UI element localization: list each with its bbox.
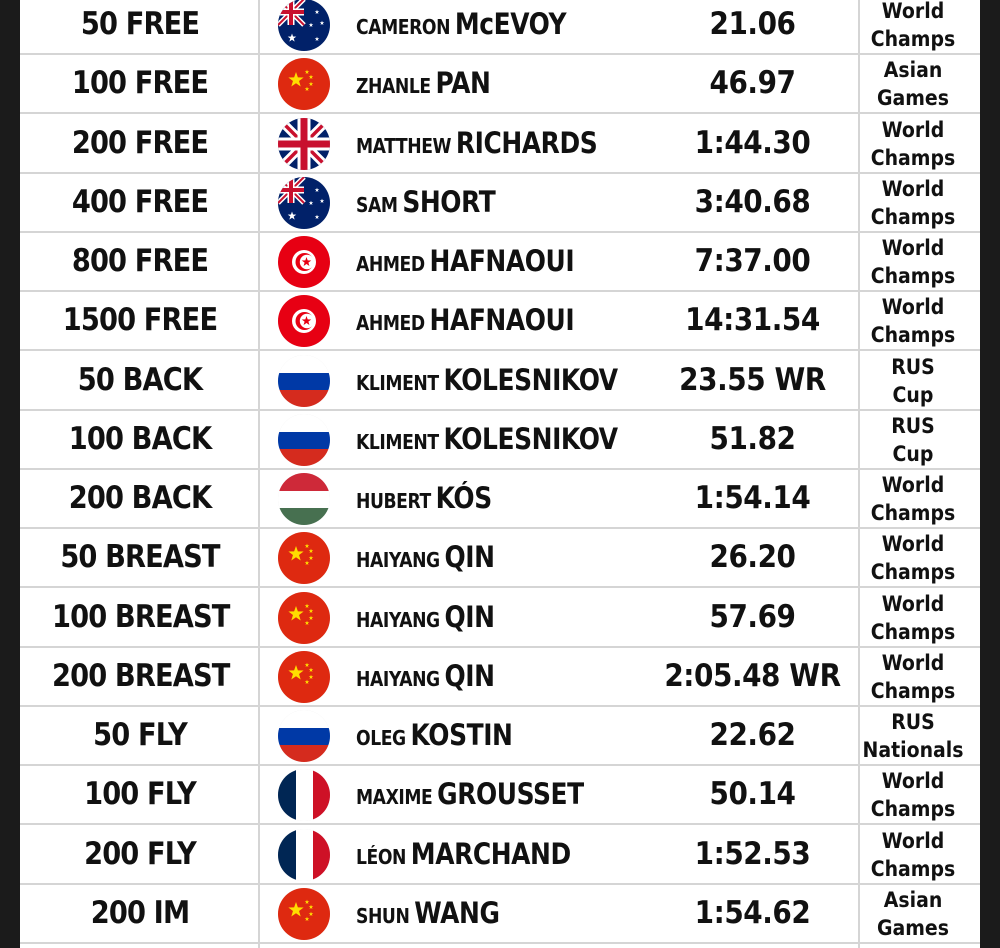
event-name: 50 FREE bbox=[80, 6, 200, 42]
swimmer-last-name: MARCHAND bbox=[410, 837, 571, 871]
australia-flag bbox=[278, 177, 330, 229]
swimmer-last-name: QIN bbox=[444, 540, 495, 574]
swimmer-name bbox=[356, 885, 500, 942]
record-time: 26.20 bbox=[709, 539, 796, 575]
meet-name: World Champs bbox=[870, 591, 956, 644]
meet-name: RUS Nationals bbox=[862, 709, 964, 762]
swimmer-last-name: HAFNAOUI bbox=[429, 303, 575, 337]
china-flag bbox=[278, 888, 330, 940]
table-row bbox=[20, 707, 980, 766]
swimmer-first-name: AHMED bbox=[356, 311, 425, 335]
swimmer-first-name: LÉON bbox=[356, 845, 407, 869]
swimmer-first-name: MATTHEW bbox=[356, 134, 452, 158]
swimmer-first-name: HUBERT bbox=[356, 489, 431, 513]
table-row bbox=[20, 885, 980, 944]
table-row bbox=[20, 411, 980, 470]
swimmer-name bbox=[356, 292, 574, 349]
france-flag bbox=[278, 829, 330, 881]
meet-name: World Champs bbox=[870, 235, 956, 288]
table-row bbox=[20, 55, 980, 114]
swimmer-name bbox=[356, 648, 495, 705]
swimmer-name bbox=[356, 707, 512, 764]
swimmer-first-name: OLEG bbox=[356, 726, 406, 750]
swimmer-first-name: KLIMENT bbox=[356, 371, 439, 395]
record-time: 3:40.68 bbox=[694, 184, 811, 220]
meet-name: World Champs bbox=[870, 472, 956, 525]
china-flag bbox=[278, 58, 330, 110]
china-flag bbox=[278, 651, 330, 703]
records-table bbox=[20, 0, 980, 948]
swimmer-last-name: SHORT bbox=[402, 185, 496, 219]
record-time: 2:05.48 WR bbox=[664, 658, 841, 694]
tunisia-flag bbox=[278, 236, 330, 288]
swimmer-last-name: QIN bbox=[444, 600, 495, 634]
table-row bbox=[20, 115, 980, 174]
russia-flag bbox=[278, 355, 330, 407]
event-name: 100 FLY bbox=[84, 776, 196, 812]
table-row bbox=[20, 648, 980, 707]
swimmer-first-name: AHMED bbox=[356, 252, 425, 276]
table-row bbox=[20, 589, 980, 648]
table-row bbox=[20, 174, 980, 233]
record-time: 21.06 bbox=[709, 6, 796, 42]
swimmer-name bbox=[356, 115, 597, 172]
meet-name: World Champs bbox=[870, 176, 956, 229]
event-name: 50 BREAST bbox=[60, 539, 220, 575]
meet-name: RUS Cup bbox=[891, 354, 935, 407]
france-flag bbox=[278, 769, 330, 821]
record-time: 1:52.53 bbox=[694, 836, 811, 872]
swimmer-last-name: KOLESNIKOV bbox=[443, 422, 618, 456]
russia-flag bbox=[278, 710, 330, 762]
swimmer-first-name: HAIYANG bbox=[356, 548, 440, 572]
swimmer-first-name: HAIYANG bbox=[356, 608, 440, 632]
swimmer-first-name: CAMERON bbox=[356, 15, 451, 39]
swimmer-first-name: SHUN bbox=[356, 904, 410, 928]
record-time: 1:44.30 bbox=[694, 125, 811, 161]
meet-name: World Champs bbox=[870, 768, 956, 821]
swimmer-last-name: RICHARDS bbox=[455, 126, 598, 160]
swimmer-name bbox=[356, 826, 571, 883]
swimmer-first-name: MAXIME bbox=[356, 785, 433, 809]
china-flag bbox=[278, 532, 330, 584]
table-row bbox=[20, 352, 980, 411]
swimmer-name bbox=[356, 470, 492, 527]
meet-name: World Champs bbox=[870, 531, 956, 584]
event-name: 200 FREE bbox=[71, 125, 209, 161]
record-time: 57.69 bbox=[709, 599, 796, 635]
swimmer-name bbox=[356, 589, 495, 646]
swimmer-name bbox=[356, 233, 574, 290]
swimmer-last-name: KÓS bbox=[435, 481, 492, 515]
event-name: 200 FLY bbox=[84, 836, 196, 872]
meet-name: World Champs bbox=[870, 650, 956, 703]
hungary-flag bbox=[278, 473, 330, 525]
meet-name: RUS Cup bbox=[891, 413, 935, 466]
swimmer-first-name: SAM bbox=[356, 193, 398, 217]
meet-name: Asian Games bbox=[876, 57, 950, 110]
swimmer-first-name: KLIMENT bbox=[356, 430, 439, 454]
swimmer-name bbox=[356, 55, 490, 112]
event-name: 100 BREAST bbox=[52, 599, 230, 635]
record-time: 50.14 bbox=[709, 776, 796, 812]
event-name: 50 FLY bbox=[93, 717, 187, 753]
table-row bbox=[20, 470, 980, 529]
event-name: 200 BACK bbox=[68, 480, 212, 516]
swimmer-name bbox=[356, 352, 618, 409]
russia-flag bbox=[278, 414, 330, 466]
record-time: 1:54.14 bbox=[694, 480, 811, 516]
swimmer-first-name: ZHANLE bbox=[356, 74, 431, 98]
record-time: 22.62 bbox=[709, 717, 796, 753]
event-name: 200 BREAST bbox=[52, 658, 230, 694]
swimmer-last-name: QIN bbox=[444, 659, 495, 693]
record-time: 23.55 WR bbox=[679, 362, 826, 398]
meet-name: World Champs bbox=[870, 294, 956, 347]
swimmer-last-name: KOLESNIKOV bbox=[443, 363, 618, 397]
record-time: 14:31.54 bbox=[685, 302, 820, 338]
event-name: 200 IM bbox=[90, 895, 190, 931]
event-name: 100 FREE bbox=[71, 65, 209, 101]
table-row bbox=[20, 0, 980, 55]
australia-flag bbox=[278, 0, 330, 51]
swimmer-name bbox=[356, 766, 584, 823]
swimmer-last-name: McEVOY bbox=[454, 7, 567, 41]
swimmer-name bbox=[356, 174, 495, 231]
event-name: 100 BACK bbox=[68, 421, 212, 457]
event-name: 50 BACK bbox=[77, 362, 203, 398]
event-name: 1500 FREE bbox=[62, 302, 218, 338]
uk-flag bbox=[278, 118, 330, 170]
event-name: 800 FREE bbox=[71, 243, 209, 279]
table-row bbox=[20, 766, 980, 825]
record-time: 46.97 bbox=[709, 65, 796, 101]
swimmer-last-name: PAN bbox=[435, 66, 491, 100]
record-time: 7:37.00 bbox=[694, 243, 811, 279]
meet-name: World Champs bbox=[870, 828, 956, 881]
swimmer-first-name: HAIYANG bbox=[356, 667, 440, 691]
swimmer-last-name: HAFNAOUI bbox=[429, 244, 575, 278]
tunisia-flag bbox=[278, 295, 330, 347]
swimmer-name bbox=[356, 529, 495, 586]
swimmer-last-name: GROUSSET bbox=[437, 777, 584, 811]
swimmer-last-name: WANG bbox=[414, 896, 500, 930]
swimmer-name bbox=[356, 411, 618, 468]
event-name: 400 FREE bbox=[71, 184, 209, 220]
swimmer-name bbox=[356, 0, 566, 53]
record-time: 51.82 bbox=[709, 421, 796, 457]
table-row bbox=[20, 233, 980, 292]
china-flag bbox=[278, 592, 330, 644]
table-row bbox=[20, 529, 980, 588]
record-time: 1:54.62 bbox=[694, 895, 811, 931]
meet-name: Asian Games bbox=[876, 887, 950, 940]
meet-name: World Champs bbox=[870, 117, 956, 170]
table-row bbox=[20, 292, 980, 351]
meet-name: World Champs bbox=[870, 0, 956, 51]
table-row bbox=[20, 826, 980, 885]
swimmer-last-name: KOSTIN bbox=[410, 718, 513, 752]
